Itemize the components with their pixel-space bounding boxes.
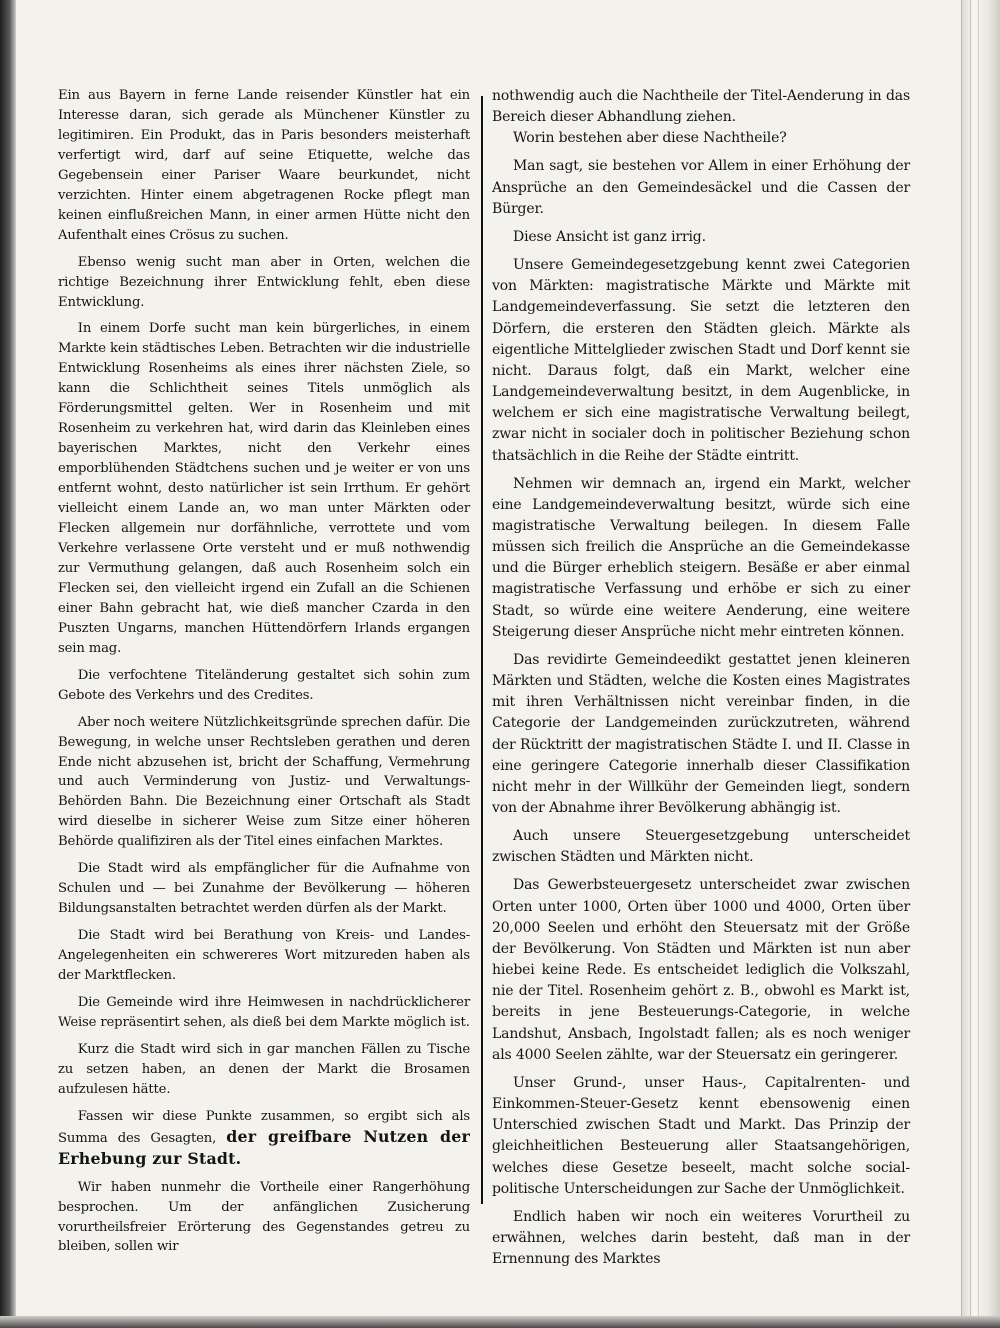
right-column <box>492 86 910 1270</box>
paragraph: In einem Dorfe sucht man kein bürgerliches, in einem Markte kein städtisches Leben. Betrachten wir die industrielle Entwicklung Rosenheims als eines ihrer nächsten Ziele, so kann die Schlichtheit seines Titels unmöglich als Förderungsmittel gelten. Wer in Rosenheim und mit Rosenheim zu verkehren hat, wird darin das Kleinleben eines bayerischen Marktes, nicht den Verkehr eines emporblühenden Städtchens suchen und je weiter er von uns entfernt wohnt, desto natürlicher ist sein Irrthum. Er gehört vielleicht einem Lande an, wo man unter Märkten oder Flecken allgemein nur dorfähnliche, verrottete und vom Verkehre verlassene Orte versteht und er muß nothwendig zur Vermuthung gelangen, daß auch Rosenheim solch ein Flecken sei, den vielleicht irgend ein Zufall an die Schienen einer Bahn gebracht hat, wie dieß mancher Czarda in den Puszten Ungarns, manchen Hüttendörfern Irlands ergangen sein mag. <box>58 321 470 656</box>
paragraph: Ebenso wenig sucht man aber in Orten, welchen die richtige Bezeichnung ihrer Entwicklung fehlt, eben diese Entwicklung. <box>58 254 470 310</box>
bottom-shadow <box>0 1316 1000 1328</box>
paragraph: Auch unsere Steuergesetzgebung unterscheidet zwischen Städten und Märkten nicht. <box>492 828 910 866</box>
paragraph: Kurz die Stadt wird sich in gar manchen Fällen zu Tische zu setzen haben, an denen der Markt die Brosamen aufzulesen hätte. <box>58 1041 470 1097</box>
page-edge <box>961 0 1000 1328</box>
paragraph: Nehmen wir demnach an, irgend ein Markt, welcher eine Landgemeindeverwaltung besitzt, würde sich eine magistratische Verwaltung beilegen. In diesem Falle müssen sich freilich die Ansprüche an die Gemeindekasse und die Bürger erheblich steigern. Besäße er aber einmal magistratische Verfassung und erhöbe er sich zu einer Stadt, so würde eine weitere Aenderung, eine weitere Steigerung dieser Ansprüche nicht mehr eintreten können. <box>492 475 910 640</box>
binding-shadow <box>0 0 16 1328</box>
left-column <box>58 86 470 1257</box>
paragraph: Die verfochtene Titeländerung gestaltet sich sohin zum Gebote des Verkehrs und des Credites. <box>58 667 470 703</box>
paragraph: Die Gemeinde wird ihre Heimwesen in nachdrücklicherer Weise repräsentirt sehen, als dieß bei dem Markte möglich ist. <box>58 994 470 1030</box>
emphasis-text: der greifbare Nutzen der Erhebung zur Stadt. <box>58 1126 470 1168</box>
paragraph: Die Stadt wird als empfänglicher für die Aufnahme von Schulen und — bei Zunahme der Bevölkerung — höheren Bildungsanstalten betrachtet werden dürfen als der Markt. <box>58 861 470 917</box>
column-divider <box>481 96 483 1204</box>
paragraph: Man sagt, sie bestehen vor Allem in einer Erhöhung der Ansprüche an den Gemeindesäckel und die Cassen der Bürger. <box>492 158 910 217</box>
paragraph: Das revidirte Gemeindeedikt gestattet jenen kleineren Märkten und Städten, welche die Kosten eines Magistrates mit ihren Verhältnissen nicht vereinbar finden, in die Categorie der Landgemeinden zurückzutreten, während der Rücktritt der magistratischen Städte I. und II. Classe in eine geringere Categorie innerhalb dieser Classifikation nicht mehr in der Willkühr der Gemeinden liegt, sondern von der Abnahme ihrer Bevölkerung abhängig ist. <box>492 651 910 816</box>
paragraph <box>58 1107 470 1171</box>
paragraph: Endlich haben wir noch ein weiteres Vorurtheil zu erwähnen, welches darin besteht, daß man in der Ernennung des Marktes <box>492 1208 910 1268</box>
paragraph: Das Gewerbsteuergesetz unterscheidet zwar zwischen Orten unter 1000, Orten über 1000 und 4000, Orten über 20,000 Seelen und erhöht den Steuersatz mit der Größe der Bevölkerung. Von Städten und Märkten ist nun aber hiebei keine Rede. Es entscheidet lediglich die Volkszahl, nie der Titel. Rosenheim gehört z. B., obwohl es Markt ist, bereits in jene Besteuerungs-Categorie, in welche Landshut, Ansbach, Ingolstadt fallen; als es noch weniger als 4000 Seelen zählte, war der Steuersatz ein geringerer. <box>492 877 910 1063</box>
paragraph: Worin bestehen aber diese Nachtheile? <box>513 130 787 147</box>
paragraph: Aber noch weitere Nützlichkeitsgründe sprechen dafür. Die Bewegung, in welche unser Rechtsleben gerathen und deren Ende nicht abzusehen ist, bricht der Schaffung, Vermehrung und auch Verminderung von Justiz- und Verwaltungs-Behörden Bahn. Die Bezeichnung einer Ortschaft als Stadt wird dieselbe in sicherer Weise zum Sitze einer höheren Behörde qualifiziren als der Titel eines einfachen Marktes. <box>58 714 470 850</box>
paragraph: Ein aus Bayern in ferne Lande reisender Künstler hat ein Interesse daran, sich gerade als Münchener Künstler zu legitimiren. Ein Produkt, das in Paris besonders meisterhaft verfertigt wird, darf auf seine Etiquette, welche das Gegebensein einer Pariser Waare beurkundet, nicht verzichten. Hinter einem abgetragenen Rocke pflegt man keinen einflußreichen Mann, in einer armen Hütte nicht den Aufenthalt eines Crösus zu suchen. <box>58 88 470 243</box>
paragraph: Diese Ansicht ist ganz irrig. <box>513 228 706 245</box>
paragraph: Unser Grund-, unser Haus-, Capitalrenten- und Einkommen-Steuer-Gesetz kennt ebensowenig einen Unterschied zwischen Stadt und Markt. Das Prinzip der gleichheitlichen Besteuerung aller Staatsangehörigen, welches diese Gesetze beseelt, macht solche social-politische Unterscheidungen zur Sache der Unmöglichkeit. <box>492 1074 910 1197</box>
paragraph: nothwendig auch die Nachtheile der Titel-Aenderung in das Bereich dieser Abhandlung ziehen. <box>492 88 910 126</box>
paragraph-text: Fassen wir diese Punkte zusammen, so ergibt sich als Summa des Gesagten, <box>58 1108 470 1146</box>
paragraph: Die Stadt wird bei Berathung von Kreis- und Landes-Angelegenheiten ein schwereres Wort mitzureden haben als der Marktflecken. <box>58 928 470 984</box>
paragraph: Unsere Gemeindegesetzgebung kennt zwei Categorien von Märkten: magistratische Märkte und Märkte mit Landgemeindeverfassung. Sie setzt die letzteren den Dörfern, die ersteren den Städten gleich. Märkte als eigentliche Mittelglieder zwischen Stadt und Dorf kennt sie nicht. Daraus folgt, daß ein Markt, welcher eine Landgemeindeverwaltung besitzt, in dem Augenblicke, in welchem er sich eine magistratische Verwaltung beilegt, zwar nicht in socialer doch in politischer Beziehung schon thatsächlich in die Reihe der Städte eintritt. <box>492 257 910 464</box>
paragraph: Wir haben nunmehr die Vortheile einer Rangerhöhung besprochen. Um der anfänglichen Zusicherung vorurtheilsfreier Erörterung des Gegenstandes getreu zu bleiben, sollen wir <box>58 1179 470 1255</box>
